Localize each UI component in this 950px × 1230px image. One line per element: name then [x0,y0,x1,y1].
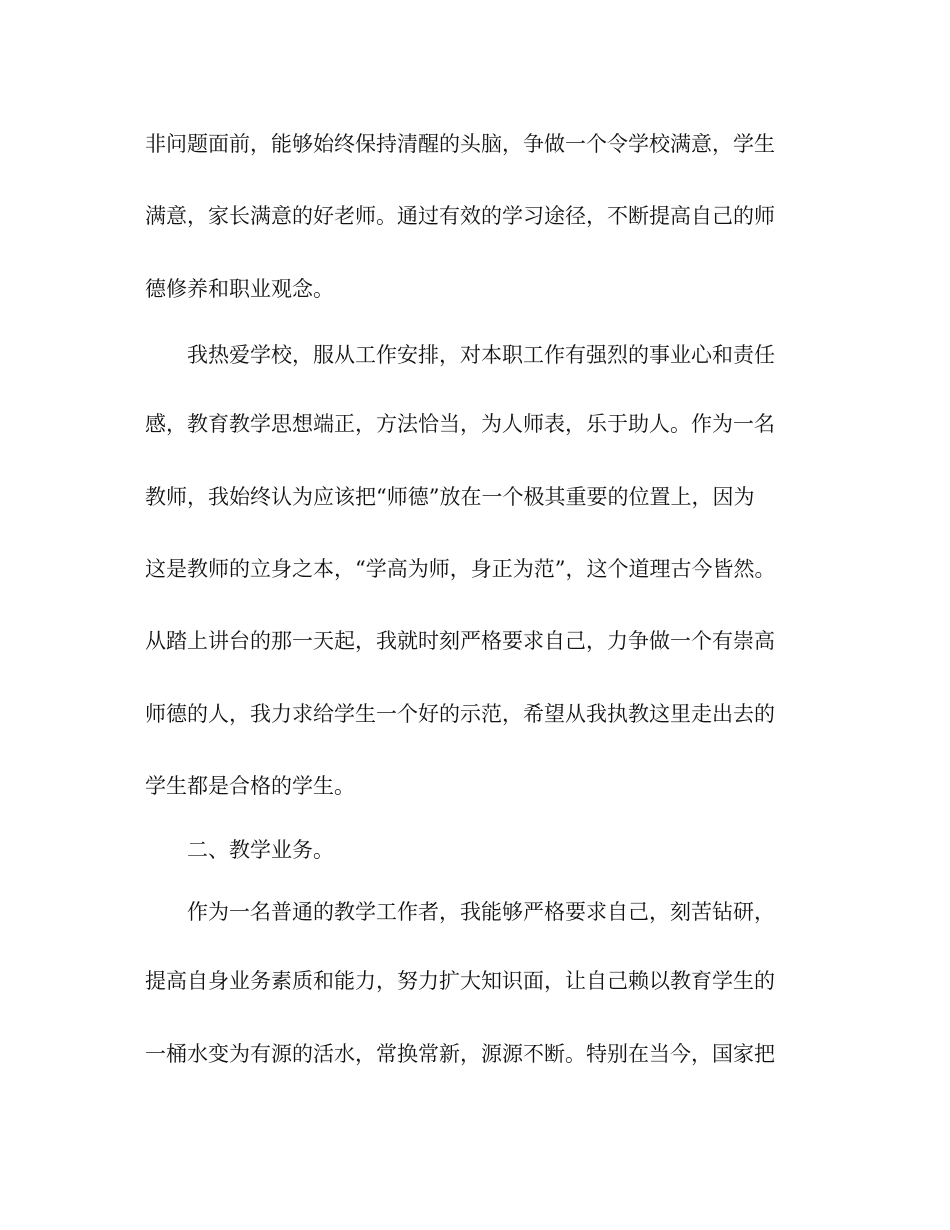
text-line: 从踏上讲台的那一天起，我就时刻严格要求自己，力争做一个有崇高 [145,629,775,653]
text-line: 师德的人，我力求给学生一个好的示范，希望从我执教这里走出去的 [145,702,775,726]
text-line: 作为一名普通的教学工作者，我能够严格要求自己，刻苦钻研， [187,900,775,924]
text-line: 这是教师的立身之本，“学高为师，身正为范”，这个道理古今皆然。 [145,557,776,581]
text-line: 感，教育教学思想端正，方法恰当，为人师表，乐于助人。作为一名 [145,412,775,436]
text-line: 教师，我始终认为应该把“师德”放在一个极其重要的位置上，因为 [145,485,755,509]
text-line: 满意，家长满意的好老师。通过有效的学习途径，不断提高自己的师 [145,204,775,228]
text-line: 我热爱学校，服从工作安排，对本职工作有强烈的事业心和责任 [187,343,775,367]
text-line: 提高自身业务素质和能力，努力扩大知识面，让自己赖以教育学生的 [145,969,775,993]
section-heading: 二、教学业务。 [187,838,334,862]
text-line: 德修养和职业观念。 [145,277,334,301]
text-line: 学生都是合格的学生。 [145,774,355,798]
text-line: 一桶水变为有源的活水，常换常新，源源不断。特别在当今，国家把 [145,1042,775,1066]
text-line: 非问题面前，能够始终保持清醒的头脑，争做一个令学校满意，学生 [145,132,775,156]
